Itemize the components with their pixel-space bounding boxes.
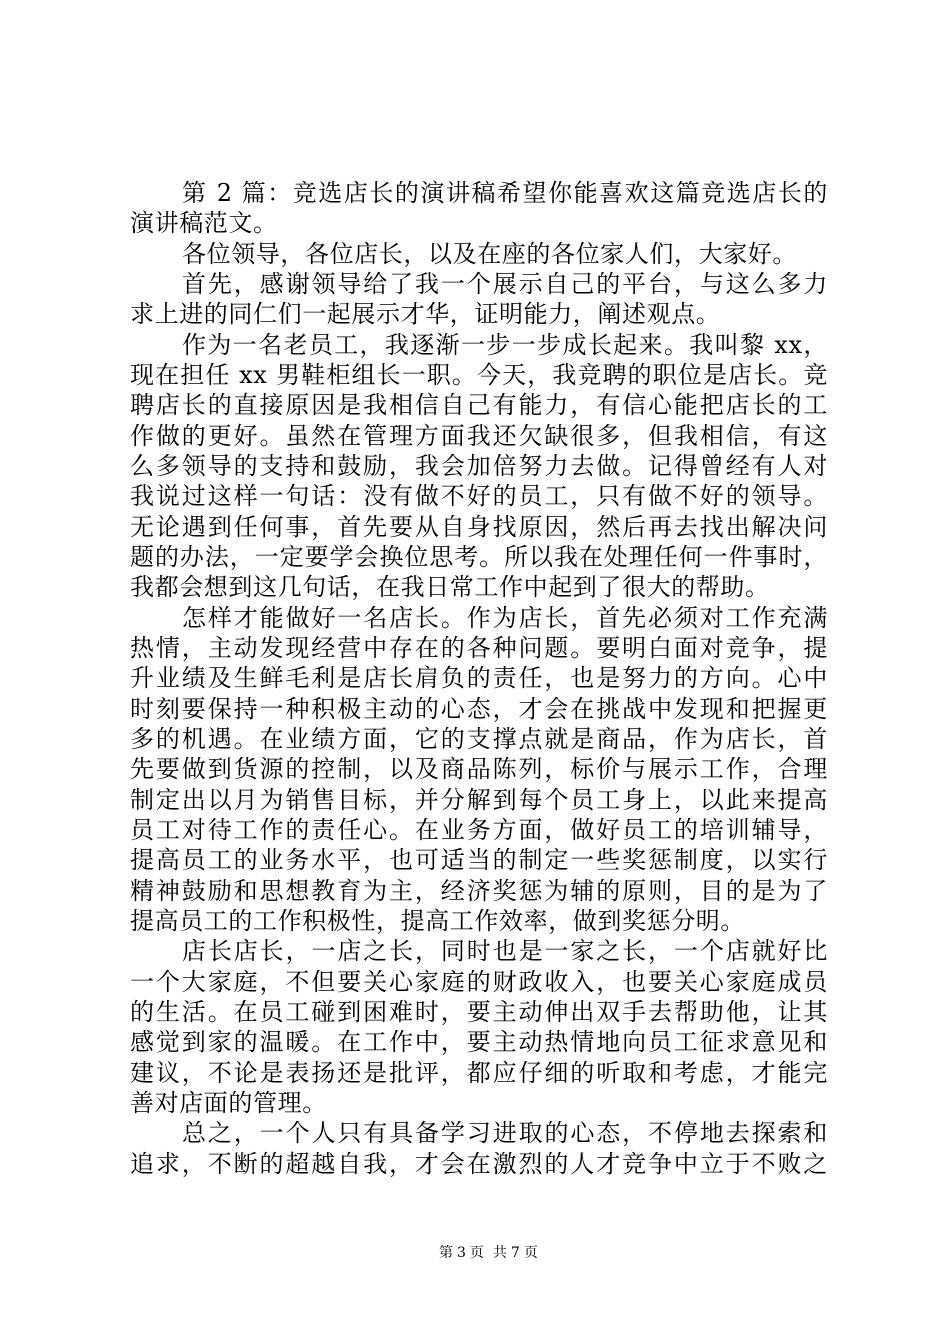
text-line: 我都会想到这几句话，在我日常工作中起到了很大的帮助。	[130, 573, 770, 602]
text-line: 首先，感谢领导给了我一个展示自己的平台，与这么多力	[182, 269, 828, 298]
text-line: 无论遇到任何事，首先要从自身找原因，然后再去找出解决问	[130, 512, 828, 541]
text-line: 提高员工的工作积极性，提高工作效率，做到奖惩分明。	[130, 906, 745, 935]
text-line: 追求，不断的超越自我，才会在激烈的人才竞争中立于不败之	[130, 1149, 828, 1178]
total-pages-suffix: 页	[523, 1245, 539, 1261]
paragraph-thanks	[130, 269, 828, 330]
text-line: 员工对待工作的责任心。在业务方面，做好员工的培训辅导，	[130, 815, 828, 844]
text-line: 感觉到家的温暖。在工作中，要主动热情地向员工征求意见和	[130, 1028, 828, 1057]
text-line: 先要做到货源的控制，以及商品陈列，标价与展示工作，合理	[130, 755, 828, 784]
text-line: 求上进的同仁们一起展示才华，证明能力，阐述观点。	[130, 300, 721, 329]
text-line: 时刻要保持一种积极主动的心态，才会在挑战中发现和把握更	[130, 694, 828, 723]
text-line: 演讲稿范文。	[130, 209, 278, 238]
page-number-prefix: 第	[439, 1245, 454, 1261]
text-line: 制定出以月为销售目标，并分解到每个员工身上，以此来提高	[130, 785, 828, 814]
text-line: 热情，主动发现经营中存在的各种问题。要明白面对竞争，提	[130, 633, 828, 662]
text-line: 作做的更好。虽然在管理方面我还欠缺很多，但我相信，有这	[130, 421, 828, 450]
text-line: 各位领导，各位店长，以及在座的各位家人们，大家好。	[182, 239, 797, 268]
text-line: 的生活。在员工碰到困难时，要主动伸出双手去帮助他，让其	[130, 997, 828, 1026]
page-footer	[439, 1243, 539, 1263]
paragraph-store-as-family	[130, 936, 828, 1118]
paragraph-how-to-be-manager	[130, 603, 828, 937]
text-line: 多的机遇。在业绩方面，它的支撑点就是商品，作为店长，首	[130, 724, 828, 753]
paragraph-self-introduction	[130, 330, 828, 603]
paragraph-greeting	[130, 239, 828, 269]
text-line: 建议，不论是表扬还是批评，都应仔细的听取和考虑，才能完	[130, 1058, 828, 1087]
text-line: 精神鼓励和思想教育为主，经济奖惩为辅的原则，目的是为了	[130, 876, 828, 905]
text-line: 一个大家庭，不但要关心家庭的财政收入，也要关心家庭成员	[130, 967, 828, 996]
text-line: 怎样才能做好一名店长。作为店长，首先必须对工作充满	[182, 603, 828, 632]
total-pages-number: 7	[510, 1245, 521, 1261]
text-line: 店长店长，一店之长，同时也是一家之长，一个店就好比	[182, 937, 828, 966]
text-line: 作为一名老员工，我逐渐一步一步成长起来。我叫黎 xx，	[182, 330, 828, 359]
text-line: 提高员工的业务水平，也可适当的制定一些奖惩制度，以实行	[130, 846, 828, 875]
text-line: 升业绩及生鲜毛利是店长肩负的责任，也是努力的方向。心中	[130, 664, 828, 693]
text-line: 么多领导的支持和鼓励，我会加倍努力去做。记得曾经有人对	[130, 451, 828, 480]
text-line: 聘店长的直接原因是我相信自己有能力，有信心能把店长的工	[130, 391, 828, 420]
text-line: 题的办法，一定要学会换位思考。所以我在处理任何一件事时，	[130, 542, 828, 571]
total-pages-prefix: 共	[492, 1245, 508, 1261]
text-line: 现在担任 xx 男鞋柜组长一职。今天，我竞聘的职位是店长。竞	[130, 360, 828, 389]
text-line: 第 2 篇：竞选店长的演讲稿希望你能喜欢这篇竞选店长的	[182, 179, 828, 207]
document-body	[130, 178, 828, 1179]
current-page-number: 3	[457, 1245, 467, 1261]
paragraph-intro-title	[130, 178, 828, 239]
text-line: 善对店面的管理。	[130, 1088, 327, 1117]
page-number-suffix: 页	[469, 1245, 485, 1261]
text-line: 总之，一个人只有具备学习进取的心态，不停地去探索和	[182, 1119, 828, 1148]
paragraph-conclusion	[130, 1118, 828, 1179]
text-line: 我说过这样一句话：没有做不好的员工，只有做不好的领导。	[130, 482, 828, 511]
